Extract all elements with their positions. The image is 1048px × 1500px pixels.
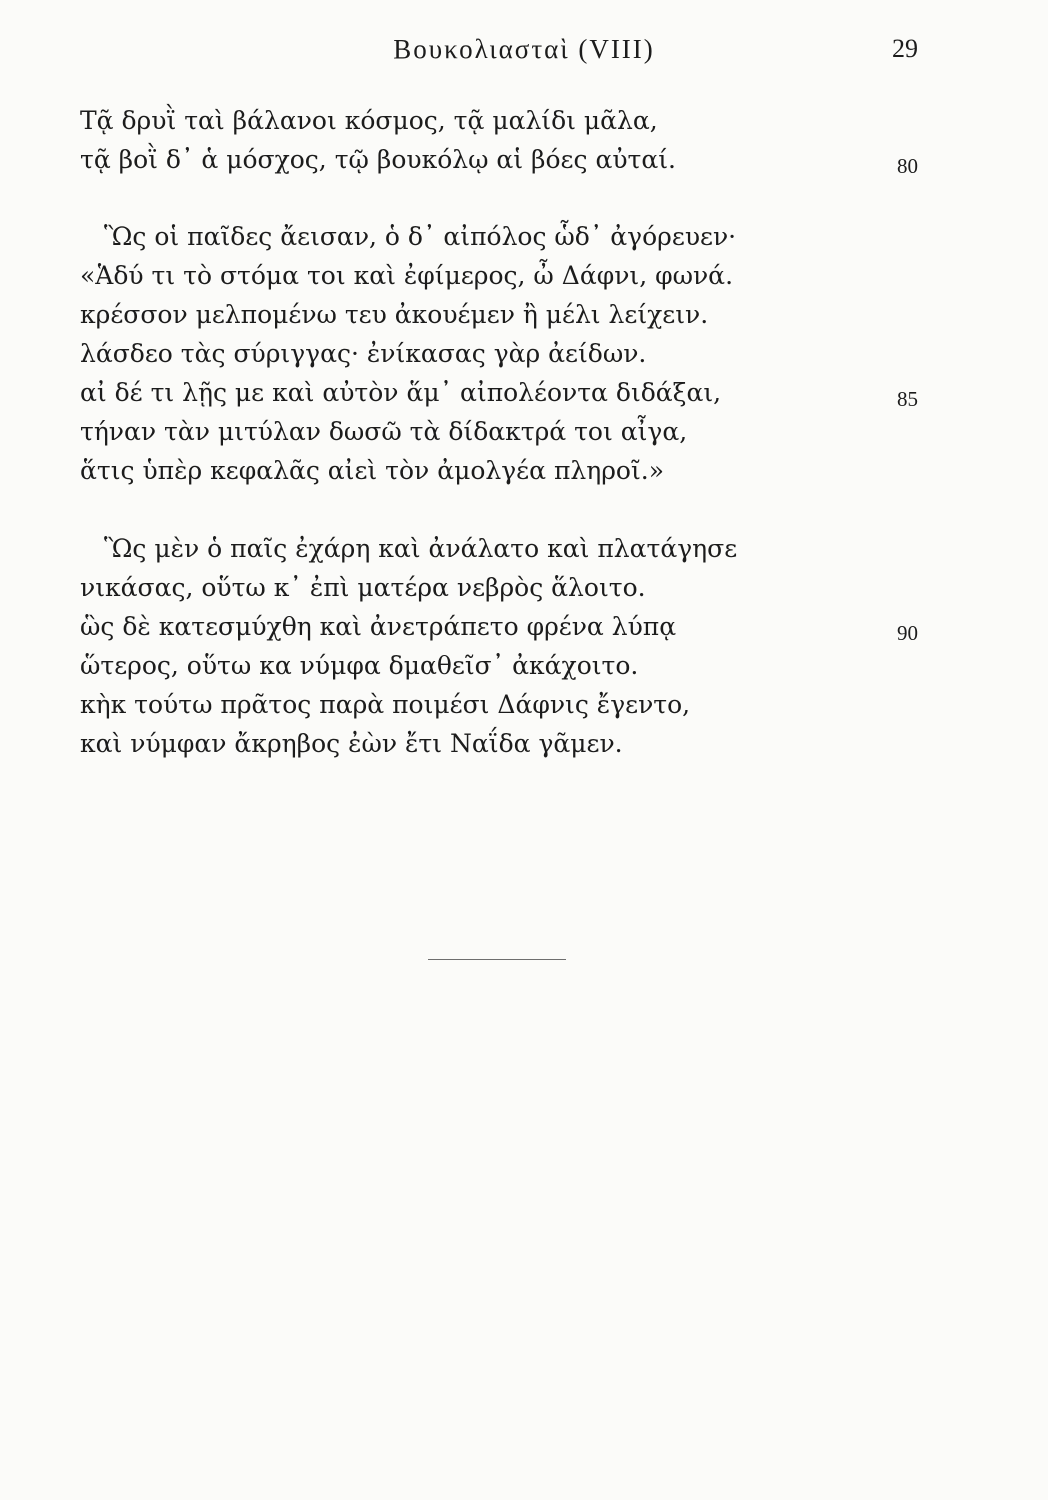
verse-text: ἅτις ὑπὲρ κεφαλᾶς αἰεὶ τὸν ἀμολγέα πληροῖ.» <box>80 456 664 485</box>
verse-text: τήναν τὰν μιτύλαν δωσῶ τὰ δίδακτρά τοι αἶγα, <box>80 417 688 446</box>
running-title: Βουκολιασταὶ (VIII) <box>393 34 655 64</box>
verse-line <box>0 451 1048 491</box>
verse-text: ὣς δὲ κατεσμύχθη καὶ ἀνετράπετο φρένα λύπᾳ <box>80 612 677 641</box>
line-number: 85 <box>897 387 918 411</box>
section-divider-rule <box>428 959 566 960</box>
verse-text: καὶ νύμφαν ἄκρηβος ἐὼν ἔτι Ναΐδα γᾶμεν. <box>80 729 623 758</box>
verse-line <box>0 256 1048 296</box>
verse-line <box>0 101 1048 141</box>
verse-line <box>0 529 1048 569</box>
verse-text: κὴκ τούτω πρᾶτος παρὰ ποιμέσι Δάφνις ἔγεντο, <box>80 690 691 719</box>
verse-line <box>0 295 1048 335</box>
verse-line <box>0 217 1048 257</box>
verse-line <box>0 646 1048 686</box>
verse-text: λάσδεο τὰς σύριγγας· ἐνίκασας γὰρ ἀείδων. <box>80 339 647 368</box>
verse-line <box>0 568 1048 608</box>
verse-line <box>0 412 1048 452</box>
line-number: 90 <box>897 621 918 645</box>
verse-line <box>0 140 1048 180</box>
verse-line <box>0 373 1048 413</box>
verse-line <box>0 334 1048 374</box>
page-number: 29 <box>892 34 918 63</box>
verse-text: τᾷ βοῒ δ᾽ ἁ μόσχος, τῷ βουκόλῳ αἱ βόες αὐταί. <box>80 145 676 174</box>
line-number: 80 <box>897 154 918 178</box>
verse-text: κρέσσον μελπομένω τευ ἀκουέμεν ἢ μέλι λείχειν. <box>80 300 709 329</box>
verse-line <box>0 724 1048 764</box>
verse-text: ὥτερος, οὕτω κα νύμφα δμαθεῖσ᾽ ἀκάχοιτο. <box>80 651 639 680</box>
verse-text: «Ἁδύ τι τὸ στόμα τοι καὶ ἐφίμερος, ὦ Δάφνι, φωνά. <box>80 261 734 290</box>
verse-text: αἰ δέ τι λῇς με καὶ αὐτὸν ἅμ᾽ αἰπολέοντα διδάξαι, <box>80 378 722 407</box>
verse-text: νικάσας, οὕτω κ᾽ ἐπὶ ματέρα νεβρὸς ἅλοιτο. <box>80 573 646 602</box>
verse-text: Τᾷ δρυῒ ταὶ βάλανοι κόσμος, τᾷ μαλίδι μᾶλα, <box>80 106 658 135</box>
verse-line <box>0 607 1048 647</box>
verse-text: Ὣς οἱ παῖδες ἄεισαν, ὁ δ᾽ αἰπόλος ὧδ᾽ ἀγόρευεν· <box>104 222 737 251</box>
verse-line <box>0 685 1048 725</box>
verse-text: Ὣς μὲν ὁ παῖς ἐχάρη καὶ ἀνάλατο καὶ πλατάγησε <box>104 534 738 563</box>
